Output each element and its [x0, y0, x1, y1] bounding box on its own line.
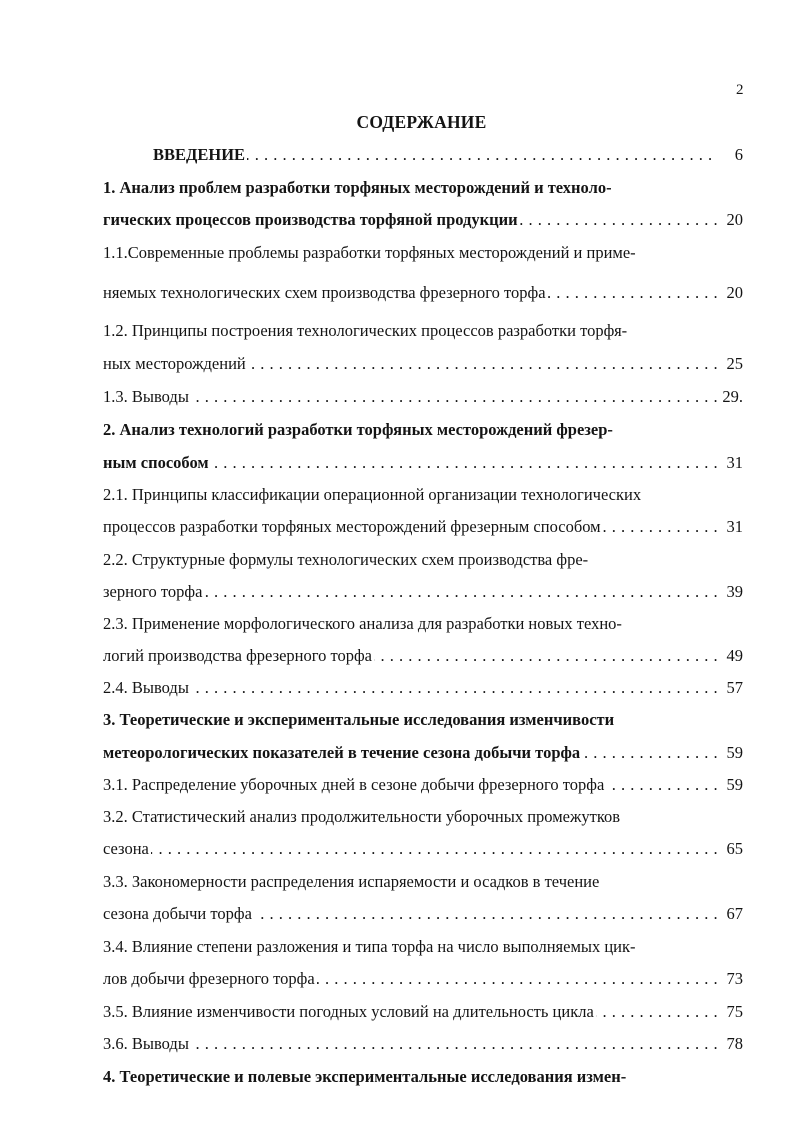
toc-entry-line: 2.3. Применение морфологического анализа для разработки новых техно- — [103, 614, 622, 633]
toc-entry-line: 2. Анализ технологий разработки торфяных месторождений фрезер- — [103, 420, 613, 439]
toc-entry-line: 4. Теоретические и полевые экспериментальные исследования измен- — [103, 1067, 627, 1086]
toc-entry-line: . . . ных месторождений — [103, 351, 717, 377]
toc-entry-line: . . . гических процессов производства торфяной продукции — [103, 207, 717, 233]
toc-page-number: 49 — [726, 646, 743, 665]
toc-entry-line: . . . 2.4. Выводы — [103, 675, 717, 701]
toc-entry-line: 1. Анализ проблем разработки торфяных месторождений и техноло- — [103, 178, 612, 197]
toc-page-number: 67 — [726, 904, 743, 923]
toc-page-number: 29. — [722, 387, 743, 406]
toc-page-number: 25 — [726, 354, 743, 373]
toc-entry-line: 1.1.Современные проблемы разработки торфяных месторождений и приме- — [103, 243, 636, 262]
toc-page-number: 57 — [726, 678, 743, 697]
toc-page-number: 73 — [726, 969, 743, 988]
toc-entry-line: 3.2. Статистический анализ продолжительности уборочных промежутков — [103, 807, 621, 826]
toc-entry-line: 2.2. Структурные формулы технологических схем производства фре- — [103, 550, 589, 569]
toc-entry-line: 3.4. Влияние степени разложения и типа торфа на число выполняемых цик- — [103, 937, 636, 956]
toc-entry-line: . . . ВВЕДЕНИЕ — [153, 142, 717, 168]
toc-entry-line: . . . сезона добычи торфа — [103, 901, 717, 927]
toc-entry-line: . . . зерного торфа — [103, 579, 717, 605]
toc-entry-line: . . . метеорологических показателей в течение сезона добычи торфа — [103, 740, 717, 766]
toc-entry-line: . . . ным способом — [103, 450, 717, 476]
toc-page-number: 31 — [726, 453, 743, 472]
toc-entry-line: . . . 3.1. Распределение уборочных дней в сезоне добычи фрезерного торфа — [103, 772, 717, 798]
toc-entry-line: . . . 3.6. Выводы — [103, 1031, 717, 1057]
toc-page-number: 59 — [726, 743, 743, 762]
toc-entry-line: . . . сезона — [103, 836, 717, 862]
toc-entry-line: . . . логий производства фрезерного торфа — [103, 643, 717, 669]
toc-entry-line: . . . 1.3. Выводы — [103, 384, 717, 410]
toc-page-number: 59 — [726, 775, 743, 794]
toc-page-number: 78 — [726, 1034, 743, 1053]
toc-page-number: 65 — [726, 839, 743, 858]
toc-entry-line: . . . процессов разработки торфяных месторождений фрезерным способом — [103, 514, 717, 540]
toc-entry-line: 2.1. Принципы классификации операционной организации технологических — [103, 485, 642, 504]
toc-entry-line: 1.2. Принципы построения технологических процессов разработки торфя- — [103, 321, 628, 340]
toc-entry-line: 3.3. Закономерности распределения испаряемости и осадков в течение — [103, 872, 600, 891]
toc-entry-line: . . . 3.5. Влияние изменчивости погодных условий на длительность цикла — [103, 999, 717, 1025]
toc-entry-line: . . . лов добычи фрезерного торфа — [103, 966, 717, 992]
toc-page-number: 31 — [726, 517, 743, 536]
toc-page-number: 20 — [726, 283, 743, 302]
toc-page-number: 39 — [726, 582, 743, 601]
toc-entry-line: 3. Теоретические и экспериментальные исследования изменчивости — [103, 710, 615, 729]
toc-page-number: 75 — [726, 1002, 743, 1021]
page-number: 2 — [736, 82, 744, 98]
toc-page-number: 6 — [734, 145, 743, 164]
toc-page-number: 20 — [726, 210, 743, 229]
toc-entry-line: . . . няемых технологических схем производства фрезерного торфа — [103, 280, 717, 306]
toc-title: СОДЕРЖАНИЕ — [356, 112, 487, 132]
